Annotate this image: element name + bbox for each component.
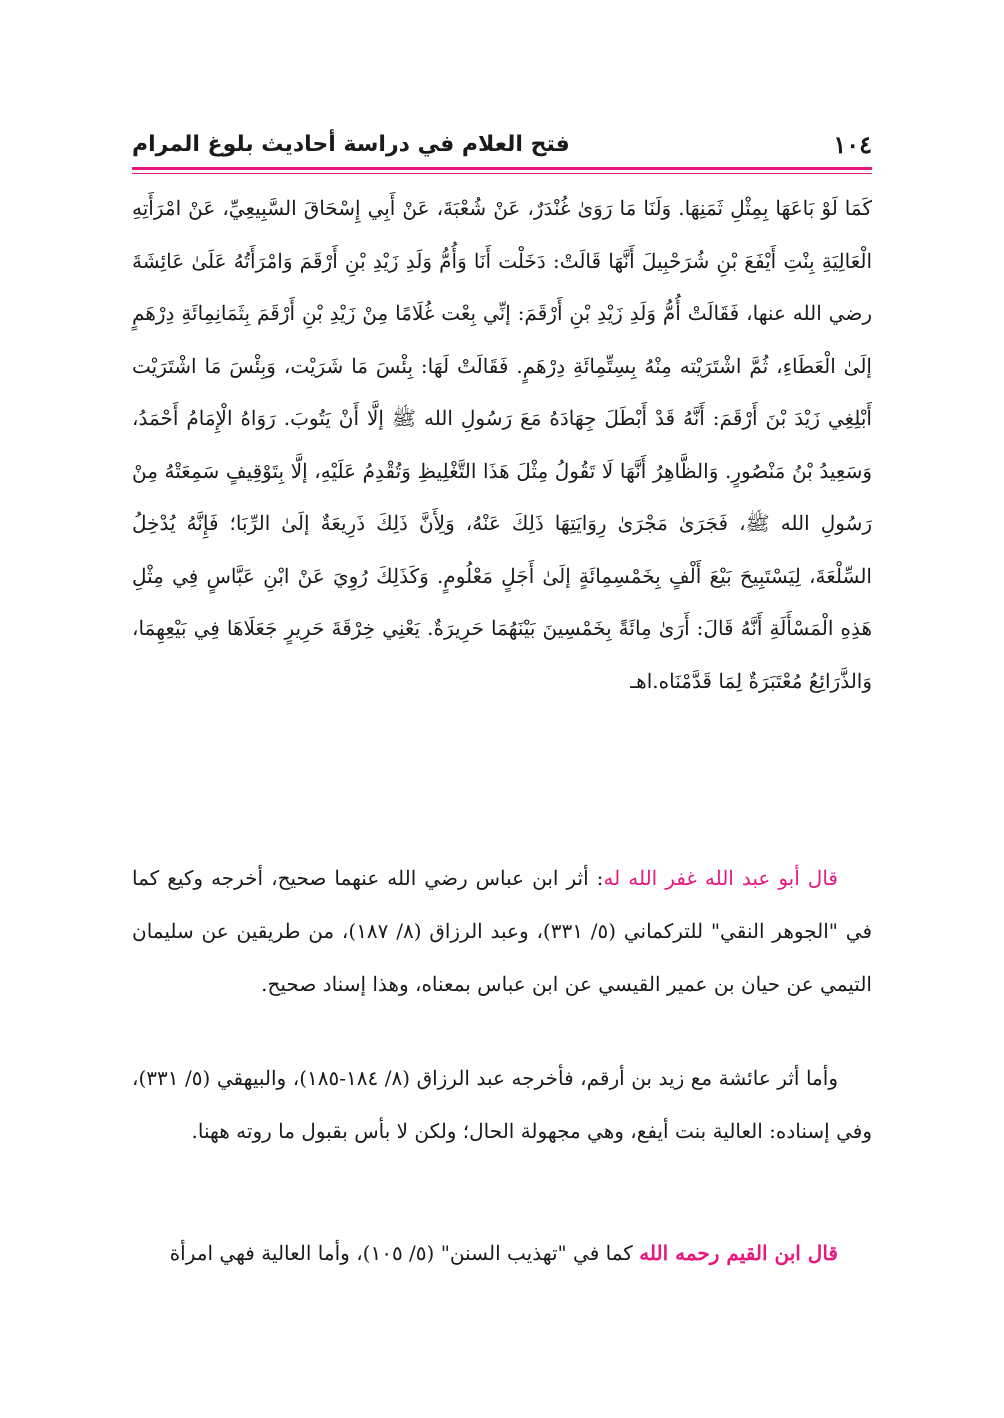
running-title: فتح العلام في دراسة أحاديث بلوغ المرام: [132, 132, 570, 157]
commentary-paragraph-1: [132, 852, 872, 1011]
commentary-paragraph-3: [132, 1227, 872, 1280]
page-header: [132, 118, 872, 168]
header-rule-thick: [132, 167, 872, 170]
header-rule-thin: [132, 173, 872, 174]
paragraph-3-text: كما في "تهذيب السنن" (٥/ ١٠٥)، وأما العالية فهي امرأة: [169, 1241, 640, 1265]
paragraph-2-text: وأما أثر عائشة مع زيد بن أرقم، فأخرجه عبد الرزاق (٨/ ١٨٤-١٨٥)، والبيهقي (٥/ ٣٣١)، وفي إسناده: العالية بنت أيفع، وهي مجهولة الحال؛ ولكن لا بأس بقبول ما روته ههنا.: [132, 1066, 872, 1143]
paragraph-1-text: : أثر ابن عباس رضي الله عنهما صحيح، أخرجه وكيع كما في "الجوهر النقي" للتركماني (٥/ ٣٣١)، وعبد الرزاق (٨/ ١٨٧)، من طريقين عن سليمان التيمي عن حيان بن عمير القيسي عن ابن عباس بمعناه، وهذا إسناد صحيح.: [132, 866, 873, 996]
ibn-qayyim-attribution: قال ابن القيم رحمه الله: [639, 1241, 838, 1265]
author-attribution: قال أبو عبد الله غفر الله له: [603, 866, 838, 890]
page-number: ١٠٤: [833, 130, 872, 159]
quoted-passage: كَمَا لَوْ بَاعَهَا بِمِثْلِ ثَمَنِهَا. وَلَنَا مَا رَوَىٰ غُنْدَرٌ، عَنْ شُعْبَةَ، عَنْ أَبِي إِسْحَاقَ السَّبِيعِيِّ، عَنْ امْرَأَتِهِ الْعَالِيَةِ بِنْتِ أَيْفَعَ بْنِ شُرَحْبِيلَ أَنَّهَا قَالَتْ: دَخَلْت أَنَا وَأُمُّ وَلَدِ زَيْدِ بْنِ أَرْقَمَ وَامْرَأَتُهُ عَلَىٰ عَائِشَةَ رضي الله عنها، فَقَالَتْ أُمُّ وَلَدِ زَيْدِ بْنِ أَرْقَمَ: إنِّي بِعْت غُلَامًا مِنْ زَيْدِ بْنِ أَرْقَمَ بِثَمَانِمِائَةِ دِرْهَمٍ إلَىٰ الْعَطَاءِ، ثُمَّ اشْتَرَيْته مِنْهُ بِسِتِّمِائَةِ دِرْهَمٍ. فَقَالَتْ لَهَا: بِئْسَ مَا شَرَيْت، وَبِئْسَ مَا اشْتَرَيْت أَبْلِغِي زَيْدَ بْنَ أَرْقَمَ: أَنَّهُ قَدْ أَبْطَلَ جِهَادَهُ مَعَ رَسُولِ الله ﷺ إلَّا أَنْ يَتُوبَ. رَوَاهُ الْإِمَامُ أَحْمَدُ، وَسَعِيدُ بْنُ مَنْصُورٍ. وَالظَّاهِرُ أَنَّهَا لَا تَقُولُ مِثْلَ هَذَا التَّغْلِيظِ وَتُقْدِمُ عَلَيْهِ، إلَّا بِتَوْقِيفٍ سَمِعَتْهُ مِنْ رَسُولِ الله ﷺ، فَجَرَىٰ مَجْرَىٰ رِوَايَتِهَا ذَلِكَ عَنْهُ، وَلِأَنَّ ذَلِكَ ذَرِيعَةٌ إلَىٰ الرِّبَا؛ فَإِنَّهُ يُدْخِلُ السِّلْعَةَ، لِيَسْتَبِيحَ بَيْعَ أَلْفٍ بِخَمْسِمِائَةٍ إلَىٰ أَجَلٍ مَعْلُومٍ. وَكَذَلِكَ رُوِيَ عَنْ ابْنِ عَبَّاسٍ فِي مِثْلِ هَذِهِ الْمَسْأَلَةِ أَنَّهُ قَالَ: أَرَىٰ مِائَةً بِخَمْسِينَ بَيْنَهُمَا حَرِيرَةٌ. يَعْنِي خِرْقَةَ حَرِيرٍ جَعَلَاهَا فِي بَيْعِهِمَا، وَالذَّرَائِعُ مُعْتَبَرَةٌ لِمَا قَدَّمْنَاه.اهـ: [132, 196, 872, 693]
commentary-paragraph-2: [132, 1052, 872, 1158]
